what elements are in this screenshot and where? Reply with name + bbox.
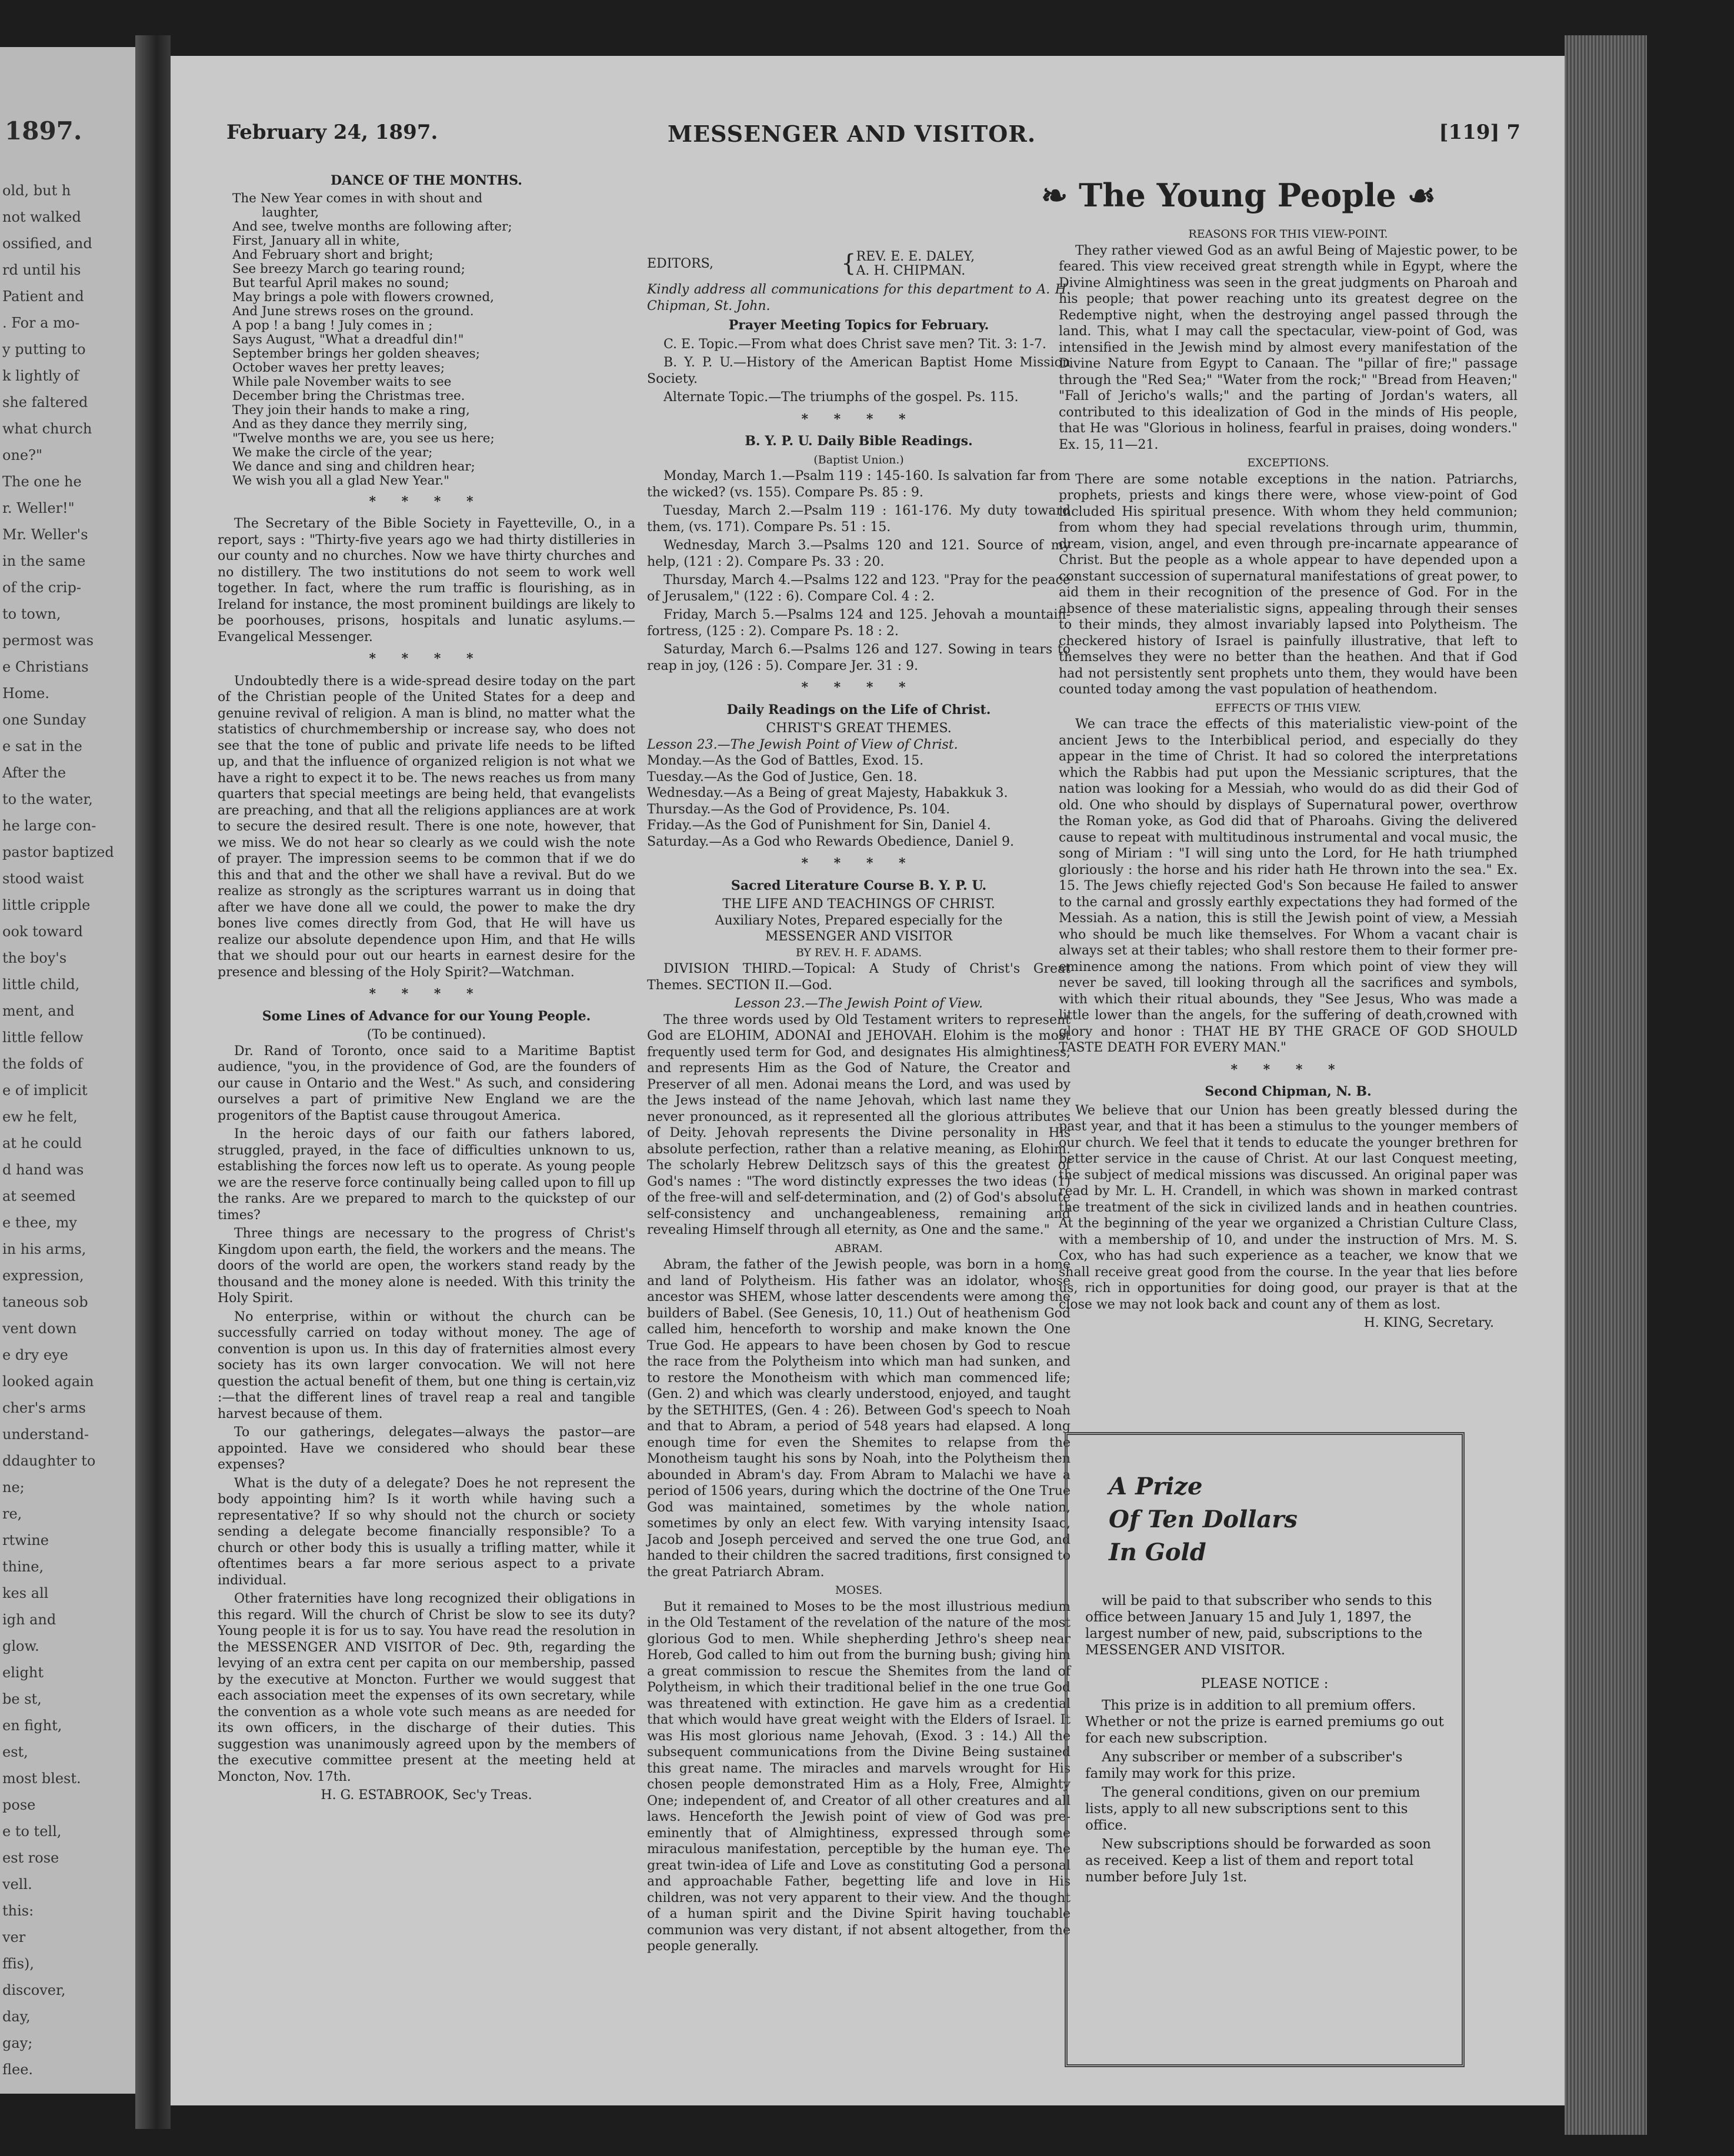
advance-subtitle: (To be continued). [366,1027,486,1042]
life-readings-list [647,753,1071,850]
notice-list [1085,1697,1444,1885]
divider-stars: * * * * [1231,1062,1346,1077]
estabrook-signature: H. G. ESTABROOK, Sec'y Treas. [321,1788,532,1803]
exceptions-heading: EXCEPTIONS. [1247,456,1329,469]
chipman-heading: Second Chipman, N. B. [1205,1084,1372,1099]
poem-line: laughter, [262,205,319,220]
prize-title-line: In Gold [1109,1538,1206,1566]
facing-page-line: to the water, [2,791,93,807]
dance-poem [218,192,635,488]
facing-page-line: flee. [2,2061,34,2078]
prize-title-line: A Prize [1109,1473,1203,1500]
facing-page-line: of the crip- [2,579,81,596]
facing-page-line: e Christians [2,659,89,675]
banner-ornament-icon: ☙ [1396,176,1436,214]
facing-page-line: little fellow [2,1029,84,1046]
facing-page-line: Home. [2,685,49,702]
life-reading-item: Friday.—As the God of Punishment for Sin, Daniel 4. [647,818,991,833]
facing-page-line: ver [2,1929,26,1945]
reading-item: Saturday, March 6.—Psalms 126 and 127. Sowing in tears to reap in joy, (126 : 5). Compare Jer. 31 : 9. [647,642,1071,673]
facing-page-line: expression, [2,1267,84,1284]
facing-page-strip [0,47,135,2094]
facing-page-line: in his arms, [2,1241,86,1257]
bible-society-paragraph: The Secretary of the Bible Society in Fayetteville, O., in a report, says : "Thirty-five years ago we had thirty distilleries in our county and no churches. Now we have thirty churches and no distillery. The two institutions do not seem to work well together. In fact, where the rum traffic is flourishing, as in Ireland for instance, the most prominent buildings are likely to be poorhouses, prisons, hospitals and lunatic asylums.—Evangelical Messenger. [218,516,635,645]
notice-item: Any subscriber or member of a subscriber's family may work for this prize. [1085,1750,1403,1781]
editors-block [647,250,1071,278]
banner-ornament-icon: ❧ [1041,176,1079,214]
facing-page-line: permost was [2,632,94,649]
facing-page-line: one?" [2,447,43,463]
readings-title: B. Y. P. U. Daily Bible Readings. [745,433,973,449]
column-2 [647,250,1071,1957]
abram-paragraph: Abram, the father of the Jewish people, was born in a home and land of Polytheism. His father was an idolator, whose ancestor was SHEM, whose latter descendents were among the builders of Babel. (See Genesis, 10, 11.) Out of heathenism God called him, henceforth to worship and make known the One True God. He appears to have been chosen by God to rescue the race from the Polytheism into which man had sunken, and to restore the Monotheism with which man commenced life; (Gen. 2) and which was clearly understood, enjoyed, and taught by the SETHITES, (Gen. 4 : 26). Between God's speech to Noah and that to Abram, a period of 548 years had elapsed. A long enough time for even the Shemites to relapse from the Monotheism taught his sons by Noah, into the Polytheism then abounded in Abram's day. From Abram to Malachi we have a period of 1506 years, during which the doctrine of the One True God was maintained, sometimes by the whole nation, sometimes by only an elect few. With varying intensity Isaac, Jacob and Joseph perceived and served the one true God, and handed to their children the sacred traditions, first consigned to the great Patriarch Abram. [647,1257,1071,1580]
effects-heading: EFFECTS OF THIS VIEW. [1215,701,1362,715]
ce-topic: C. E. Topic.—From what does Christ save men? Tit. 3: 1-7. [663,336,1046,352]
poem-line: May brings a pole with flowers crowned, [232,289,494,305]
editors-label: EDITORS, [647,256,713,272]
facing-page-line: what church [2,420,92,437]
poem-line: And as they dance they merrily sing, [232,416,468,432]
divider-stars: * * * * [801,411,916,427]
reading-item: Friday, March 5.—Psalms 124 and 125. Jehovah a mountain-fortress, (125 : 2). Compare Ps. 18 : 2. [647,608,1071,639]
facing-page-line: ossified, and [2,235,92,252]
facing-page-line: at he could [2,1135,82,1152]
effects-paragraph: We can trace the effects of this materialistic view-point of the ancient Jews to the Interbiblical period, and especially do they appear in the time of Christ. It had so colored the interpretations which the Rabbis had put upon the Messianic scriptures, that the nation was looking for a Messiah, who would do as did their God of old. One who should by displays of Supernatural power, overthrow the Roman yoke, as God did that of Pharoahs. Giving the delivered cause to repeat with multitudinous instrumental and vocal music, the song of Miriam : "I will sing unto the Lord, for He hath triumphed gloriously : the horse and his rider hath He thrown into the sea." Ex. 15. The Jews chiefly rejected God's Son because He failed to answer to the carnal and grossly earthly expectations they had formed of the Messiah. As a nation, this is still the Jewish point of view, a Messiah who should be much like themselves. For Whom a vacant chair is always set at their tables; who shall restore them to their former pre-eminence among the nations. From which point of view they will never be saved, till looking through all the sacrifices and symbols, with which their ritual abounds, they "See Jesus, Who was made a little lower than the angels, for the suffering of death,crowned with glory and honor : THAT HE BY THE GRACE OF GOD SHOULD TASTE DEATH FOR EVERY MAN." [1059,717,1518,1055]
notice-item: New subscriptions should be forwarded as soon as received. Keep a list of them and report total number before July 1st. [1085,1837,1431,1885]
poem-line: And February short and bright; [232,247,434,262]
facing-page-line: e sat in the [2,738,82,755]
prize-title [1109,1470,1444,1569]
facing-page-line: ne; [2,1479,25,1496]
revival-paragraph: Undoubtedly there is a wide-spread desire today on the part of the Christian people of the United States for a deep and genuine revival of religion. A man is blind, no matter what the statistics of churchmembership or increase say, who does not see that the tone of public and private life needs to be lifted up, and that the influence of organized religion is not what we have a right to expect it to be. The news reaches us from many quarters that special meetings are being held, that evangelists are preaching, and that all the religions appliances are at work to secure the desired result. There is one note, however, that we miss. We do not hear so clearly as we could wish the note of prayer. The impression seems to be common that if we do this and that and the other we shall have a revival. But do we realize as strongly as the scriptures warrant us in doing that after we have done all we could, the power to make the dry bones live comes directly from God, that He will have us realize our absolute dependence upon Him, and that He wills that we should pour out our hearts in earnest desire for the presence and blessing of the Holy Spirit?—Watchman. [218,673,635,980]
divider-stars: * * * * [801,856,916,871]
facing-page-line: be st, [2,1691,42,1707]
facing-page-line: e thee, my [2,1214,77,1231]
facing-page-line: this: [2,1903,34,1919]
facing-page-line: Mr. Weller's [2,526,88,543]
poem-line: But tearful April makes no sound; [232,275,449,291]
poem-line: The New Year comes in with shout and [232,191,483,206]
poem-line: They join their hands to make a ring, [232,402,470,418]
life-reading-item: Saturday.—As a God who Rewards Obedience, Daniel 9. [647,834,1015,849]
division-heading: DIVISION THIRD.—Topical: A Study of Christ's Great Themes. SECTION II.—God. [647,962,1071,993]
notice-item: This prize is in addition to all premium offers. Whether or not the prize is earned premiums go out for each new subscription. [1085,1698,1444,1746]
king-signature: H. KING, Secretary. [1363,1316,1494,1330]
header-date: February 24, 1897. [226,121,438,144]
life-readings-title: Daily Readings on the Life of Christ. [726,702,991,717]
facing-page-line: e to tell, [2,1823,62,1840]
facing-page-line: e dry eye [2,1347,68,1363]
facing-page-line: vell. [2,1876,32,1893]
poem-line: Says August, "What a dreadful din!" [232,332,464,347]
poem-line: We wish you all a glad New Year." [232,473,450,488]
facing-page-line: taneous sob [2,1294,88,1310]
chipman-paragraph: We believe that our Union has been greatly blessed during the past year, and that it has been a stimulus to the younger members of our church. We feel that it tends to educate the younger brethren for better service in the cause of Christ. At our last Conquest meeting, the subject of medical missions was discussed. An original paper was read by Mr. L. H. Crandell, in which was shown in marked contrast the treatment of the sick in civilized lands and in heathen countries. At the beginning of the year we organized a Christian Culture Class, with a membership of 10, and under the instruction of Mrs. M. S. Cox, who has had such experience as a teacher, we know that we shall receive great good from the course. In the year that lies before us, rich in opportunities for doing good, our prayer is that at the close we may not look back and count any of them as lost. [1059,1103,1518,1312]
reading-item: Monday, March 1.—Psalm 119 : 145-160. Is salvation far from the wicked? (vs. 155). Compare Ps. 85 : 9. [647,469,1071,500]
life-reading-item: Monday.—As the God of Battles, Exod. 15. [647,753,924,768]
moses-paragraph: But it remained to Moses to be the most illustrious medium in the Old Testament of the revelation of the nature of the most glorious God to men. While shepherding Jethro's sheep near Horeb, God called to him out from the burning bush; giving him a great commission to rescue the Shemites from the land of Polytheism, in which their traditional belief in the one true God was threatened with extinction. He gave him as a credential that which would have great weight with the Elders of Israel. It was His most glorious name Jehovah, (Exod. 3 : 14.) All the subsequent communications from the Divine Being sustained this great name. The miracles and marvels wrought for His chosen people demonstrated Him as a Holy, Free, Almighty One; independent of, and Creator of all other creatures and all laws. Henceforth the Jewish point of view of God was pre-eminently that of Almightiness, expressed through some miraculous manifestation, perceptible by the human eye. The great twin-idea of Life and Love as constituting God a personal and approachable Father, begetting life and love in His children, was not very apparent to their view. And the thought of a human spirit and the Divine Spirit having touchable communion was very distant, if not absent altogether, from the people generally. [647,1599,1071,1954]
facing-page-line: Patient and [2,288,84,305]
facing-page-line: looked again [2,1373,94,1390]
facing-page-line: e of implicit [2,1082,88,1099]
lesson-title: Lesson 23.—The Jewish Point of View of Christ. [647,737,958,752]
facing-page-year: 1897. [5,116,82,145]
facing-page-line: stood waist [2,870,84,887]
divider-stars: * * * * [369,493,484,509]
facing-page-line: in the same [2,553,86,569]
lesson-subtitle: Lesson 23.—The Jewish Point of View. [735,996,983,1011]
facing-page-line: d hand was [2,1162,84,1178]
facing-page-line: ddaughter to [2,1453,96,1469]
poem-line: While pale November waits to see [232,374,452,389]
facing-page-line: kes all [2,1585,49,1601]
notice-item: The general conditions, given on our premium lists, apply to all new subscriptions sent to this office. [1085,1785,1420,1833]
editor-name: REV. E. E. DALEY, [856,249,975,264]
facing-page-line: en fight, [2,1717,62,1734]
reading-item: Wednesday, March 3.—Psalms 120 and 121. Source of my help, (121 : 2). Compare Ps. 33 : 20. [647,538,1071,569]
facing-page-line: the folds of [2,1056,83,1072]
facing-page-line: After the [2,765,66,781]
divider-stars: * * * * [801,680,916,695]
prayer-title: Prayer Meeting Topics for February. [728,318,989,333]
exceptions-paragraph: There are some notable exceptions in the nation. Patriarchs, prophets, priests and kings there were, whose view-point of God included His spiritual presence. With whom they held communion; from whom they had special revelations through urim, thummin, dream, vision, angel, and even through pre-incarnate appearance of Christ. But the people as a whole appear to have depended upon a constant succession of supernatural manifestations of great power, to aid them in their recognition of the presence of God. For in the absence of these materialistic signs, appealing through their senses to their minds, they almost invariably lapsed into Polytheism. The checkered history of Israel is painfully illustrative, that left to themselves they were no better than the heathen. And that if God had not persistently sent prophets unto them, they would have been counted today among the vast population of heathendom. [1059,472,1518,697]
facing-page-line: little child, [2,976,80,993]
poem-line: See breezy March go tearing round; [232,261,465,276]
life-teachings-title: THE LIFE AND TEACHINGS OF CHRIST. [722,897,995,912]
advance-title: Some Lines of Advance for our Young People. [262,1008,591,1024]
header-title: MESSENGER AND VISITOR. [668,121,1036,147]
facing-page-line: r. Weller!" [2,500,75,516]
facing-page-line: cher's arms [2,1400,86,1416]
editor-name: A. H. CHIPMAN. [856,263,966,278]
byline: BY REV. H. F. ADAMS. [795,946,922,959]
poem-line: September brings her golden sheaves; [232,346,480,361]
duty-paragraph: What is the duty of a delegate? Does he not represent the body appointing him? Is it worth while having such a representative? If so why should not the church or society sending a delegate become financially responsible? To a church or other body this is usually a trifling matter, while it oftentimes bears a far more serious aspect to a private individual. [218,1476,635,1588]
poem-line: October waves her pretty leaves; [232,360,445,375]
page-header [226,121,1520,162]
book-gutter [135,35,171,2129]
facing-page-line: ew he felt, [2,1109,78,1125]
poem-line: "Twelve months we are, you see us here; [232,430,495,446]
life-readings-subtitle: CHRIST'S GREAT THEMES. [766,721,952,736]
rand-paragraph: Dr. Rand of Toronto, once said to a Maritime Baptist audience, "you, in the providence of God, are the founders of our cause in Ontario and the West." As such, and considering ourselves a part of primitive New England we are the progenitors of the Baptist cause througout America. [218,1043,635,1123]
three-things-paragraph: Three things are necessary to the progress of Christ's Kingdom upon earth, the field, the workers and the means. The doors of the world are open, the workers stand ready by the thousand and the money alone is needed. With this trinity the Holy Spirit. [218,1226,635,1306]
facing-page-line: est, [2,1744,28,1760]
facing-page-line: old, but h [2,182,71,199]
poem-line: December bring the Christmas tree. [232,388,465,403]
three-words-paragraph: The three words used by Old Testament writers to represent God are ELOHIM, ADONAI and JEHOVAH. Elohim is the most frequently used term for God, and designates His almightiness, and represents Him as the God of Nature, the Creator and Preserver of all men. Adonai means the Lord, and was used by the Jews instead of the name Jehovah, which last name they never pronounced, as it represented all the glorious attributes of Deity. Jehovah represents the Divine personality in His absolute perfection, rather than a relative meaning, as Elohim. The scholarly Hebrew Delitzsch says of this the greatest of God's names : "The word distinctly expresses the two ideas (1) of the free-will and self-determination, and (2) of God's absolute self-consistency and unchangeableness, remaining and revealing Himself through all eternity, as One and the same." [647,1012,1071,1237]
prize-main-text: will be paid to that subscriber who sends to this office between January 15 and July 1, 1897, the largest number of new, paid, subscriptions to the MESSENGER AND VISITOR. [1085,1593,1432,1658]
bypu-topic: B. Y. P. U.—History of the American Baptist Home Mission Society. [647,355,1071,386]
reasons-paragraph: They rather viewed God as an awful Being of Majestic power, to be feared. This view received great strength while in Egypt, where the Divine Almightiness was seen in the great judgments on Pharoah and his people; that power reaching unto its greatest degree on the Redemptive night, when the destroying angel passed through the land. This, what I may call the spectacular, view-point of God, was intensified in the Jewish mind by almost every manifestation of the Divine Nature from Egypt to Canaan. The "pillar of fire;" passage through the "Red Sea;" "Water from the rock;" "Bread from Heaven;" "Fall of Jericho's walls;" and the parting of Jordan's waters, all contributed to this idealization of God in the minds of His people, that He was "Glorious in holiness, fearful in praises, doing wonders." Ex. 15, 11—21. [1059,243,1518,452]
facing-page-line: discover, [2,1982,66,1998]
facing-page-line: at seemed [2,1188,76,1204]
facing-page-line: thine, [2,1558,44,1575]
poem-line: We dance and sing and children hear; [232,459,475,474]
brace: { [841,250,856,278]
facing-page-line: pastor baptized [2,844,114,860]
life-reading-item: Tuesday.—As the God of Justice, Gen. 18. [647,769,918,785]
reasons-heading: REASONS FOR THIS VIEW-POINT. [1188,228,1388,241]
facing-page-line: re, [2,1506,22,1522]
poem-line: First, January all in white, [232,233,400,248]
facing-page-line: gay; [2,2035,33,2051]
dance-title: DANCE OF THE MONTHS. [331,173,522,188]
fraternities-paragraph: Other fraternities have long recognized their obligations in this regard. Will the church of Christ be slow to see its duty? Young people it is for us to say. You have read the resolution in the MESSENGER AND VISITOR of Dec. 9th, regarding the levying of an extra cent per capita on our membership, passed by the executive at Moncton. Further we would suggest that each association meet the expenses of its own secretary, while the convention as a whole vote such means as are needed for its own officers, in the discharge of their duties. This suggestion was unanimously agreed upon by the members of the executive committee present at the meeting held at Moncton, Nov. 17th. [218,1591,635,1784]
life-reading-item: Thursday.—As the God of Providence, Ps. 104. [647,802,951,817]
young-people-banner [1041,176,1453,218]
moses-heading: MOSES. [835,1584,883,1597]
sacred-course-title: Sacred Literature Course B. Y. P. U. [731,877,987,893]
abram-heading: ABRAM. [835,1241,883,1255]
facing-page-line: rtwine [2,1532,49,1548]
auxiliary-notes: Auxiliary Notes, Prepared especially for the [715,913,1003,928]
reading-item: Thursday, March 4.—Psalms 122 and 123. "Pray for the peace of Jerusalem," (122 : 6). Compare Col. 4 : 2. [647,573,1071,604]
facing-page-line: one Sunday [2,712,86,728]
poem-line: And June strews roses on the ground. [232,303,474,319]
facing-page-line: day, [2,2008,31,2025]
facing-page-line: . For a mo- [2,315,80,331]
poem-line: A pop ! a bang ! July comes in ; [232,318,433,333]
facing-page-line: understand- [2,1426,89,1443]
facing-page-line: ook toward [2,923,83,940]
notice-heading: PLEASE NOTICE : [1201,1676,1329,1691]
facing-page-line: he large con- [2,817,96,834]
prize-advertisement [1065,1432,1465,2067]
facing-page-line: glow. [2,1638,39,1654]
alternate-topic: Alternate Topic.—The triumphs of the gospel. Ps. 115. [663,390,1019,405]
facing-page-line: rd until his [2,262,81,278]
facing-page-line: k lightly of [2,368,79,384]
life-reading-item: Wednesday.—As a Being of great Majesty, Habakkuk 3. [647,786,1008,800]
facing-page-line: y putting to [2,341,86,358]
facing-page-line: elight [2,1664,44,1681]
column-3 [1059,226,1518,1331]
facing-page-line: the boy's [2,950,67,966]
heroic-paragraph: In the heroic days of our faith our fathers labored, struggled, prayed, in the face of difficulties unknown to us, establishing the forces now left us to operate. As young people we are the reserve force continually being called upon to fill up the ranks. Are we prepared to march to the quickstep of our times? [218,1127,635,1223]
prize-title-line: Of Ten Dollars [1109,1506,1298,1533]
facing-page-line: igh and [2,1611,56,1628]
publication-name: MESSENGER AND VISITOR [765,929,953,944]
reading-item: Tuesday, March 2.—Psalm 119 : 161-176. My duty toward them, (vs. 171). Compare Ps. 51 : 15. [647,503,1071,535]
facing-page-line: little cripple [2,897,91,913]
header-page-number: [119] 7 [1439,121,1520,144]
gatherings-paragraph: To our gatherings, delegates—always the pastor—are appointed. Have we considered who should bear these expenses? [218,1425,635,1472]
address-note: Kindly address all communications for this department to A. H. Chipman, St. John. [647,282,1071,313]
column-1 [218,171,635,1804]
facing-page-line: est rose [2,1850,59,1866]
banner-title: The Young People [1079,176,1396,214]
page-edges [1565,35,1647,2135]
facing-page-line: pose [2,1797,36,1813]
readings-list [647,468,1071,674]
newspaper-page [171,56,1565,2105]
poem-line: We make the circle of the year; [232,445,433,460]
enterprise-paragraph: No enterprise, within or without the church can be successfully carried on today without money. The age of convention is upon us. In this day of fraternities almost every society has its own larger convocation. We will not here question the actual benefit of them, but one thing is certain,viz :—that the different lines of travel reap a real and tangible harvest because of them. [218,1309,635,1421]
facing-page-line: The one he [2,473,82,490]
facing-page-line: to town, [2,606,61,622]
poem-line: And see, twelve months are following after; [232,219,512,234]
facing-page-line: ffis), [2,1955,35,1972]
facing-page-line: most blest. [2,1770,81,1787]
divider-stars: * * * * [369,986,484,1002]
facing-page-line: she faltered [2,394,88,410]
facing-page-line: vent down [2,1320,77,1337]
divider-stars: * * * * [369,651,484,666]
facing-page-line: ment, and [2,1003,75,1019]
readings-subtitle: (Baptist Union.) [813,453,904,466]
facing-page-line: not walked [2,209,81,225]
